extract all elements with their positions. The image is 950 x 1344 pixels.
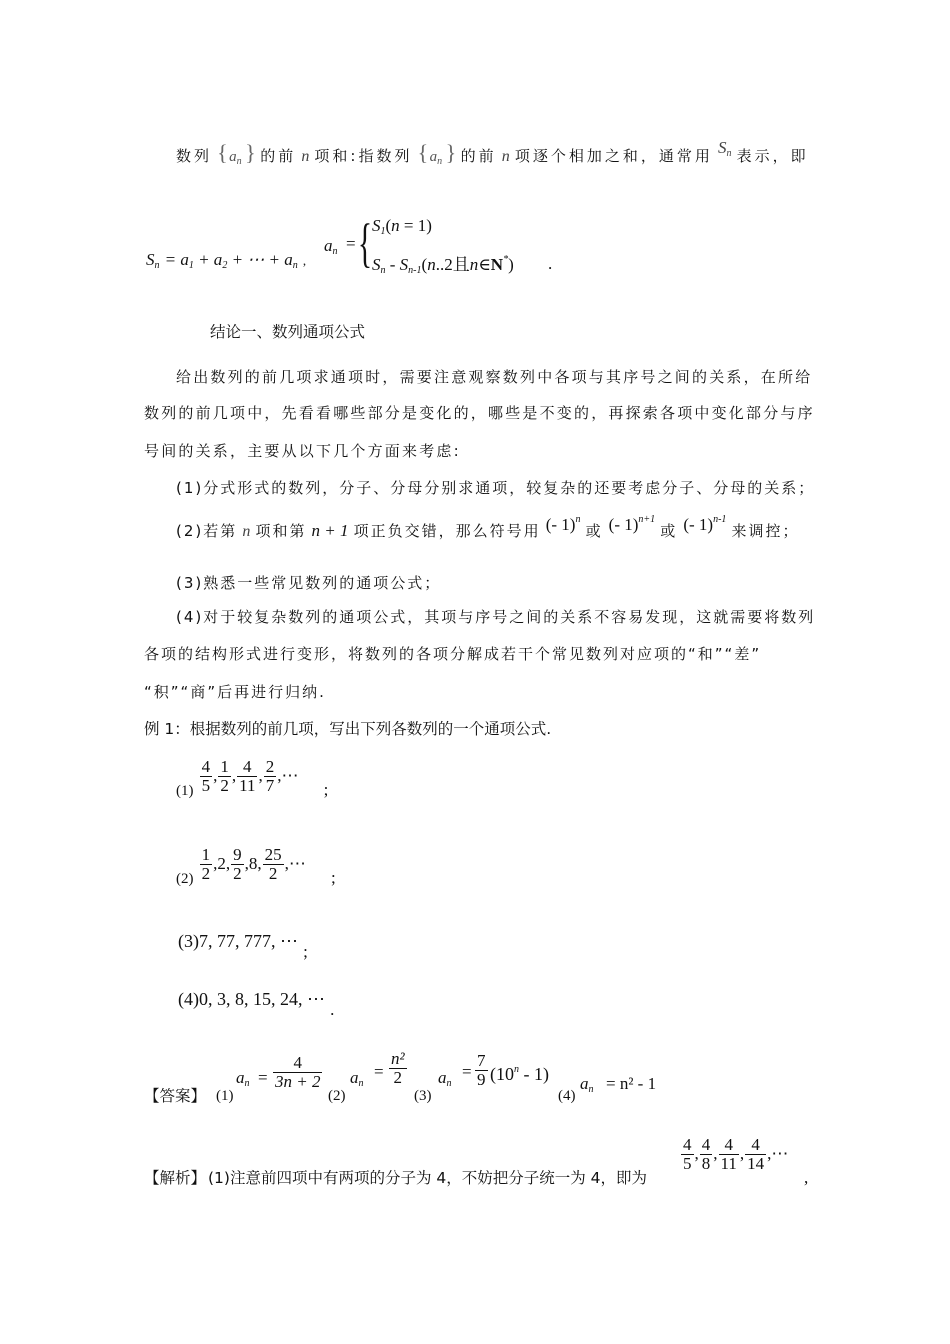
sequence-an-2: { $a_n$ } bbox=[417, 139, 457, 167]
document-page: 数列 { $a_n$ } 的前 n 项和:指数列 { $a_n$ } 的前 n 项逐个相加之和，通常用 $S_n$ 表示，即 $S_n = a_1 + a_2$ + ⋯ + $a_n$ , $a_n$ = { $S_1(n = 1)$ $S_n - S_{n-1}(n..2$且n∈N*) . 结论一、数列通项公式 给出数列的前几项求通项时，需要注意观察数列中各项与其序号之间的关系，在所给 数列的前几项中，先看看哪些部分是变化的，哪些是不变的，再探索各项中变化部分与序 号间的关系，主要从以下几个方面来考虑: (1)分式形式的数列，分子、分母分别求通项，较复杂的还要考虑分子、分母的关系； (2)若第 n 项和第 n + 1 项正负交错，那么符号用 (- 1)$^n$ 或 (- 1)$^{n+1}$ 或 (- 1)$^{n-1}$ 来调控； (3)熟悉一些常见数列的通项公式； (4)对于较复杂数列的通项公式，其项与序号之间的关系不容易发现，这就需要将数列 各项的结构形式进行变形，将数列的各项分解成若干个常见数列对应项的“和”“差” “积”“商”后再进行归纳. 例 1：根据数列的前几项，写出下列各数列的一个通项公式. (1) $\frac{4}{5}$ , $\frac{1}{2}$ , $\frac{4}{11}$ , $\frac{2}{7}$ ,⋯ ; (2) $\frac{1}{2}$ ,2, $\frac{9}{2}$ ,8, $\frac{25}{2}$ ,⋯ ; (3)7, 77, 777, ⋯ ; (4)0, 3, 8, 15, 24, ⋯ . 【答案】 (1) $a_n$ = 4 3n + 2 (2) $a_n$ = n² 2 (3) $a_n$ = 7 9 (10$^n$ - 1) (4) $a_n$ = n² - 1 【解析】 (1)注意前四项中有两项的分子为 4，不妨把分子统一为 4，即为 $\frac{4}{5}$ , $\frac{4}{8}$ , $\frac{4}{11}$ , $\frac{4}{14}$ ,⋯ , bbox=[0, 0, 950, 1344]
item-2: (2)若第 n 项和第 n + 1 项正负交错，那么符号用 (- 1)$^n$ 或 (- 1)$^{n+1}$ 或 (- 1)$^{n-1}$ 来调控； bbox=[176, 514, 800, 540]
intro-text-1: 数列 bbox=[176, 147, 213, 165]
body-line-2: 数列的前几项中，先看看哪些部分是变化的，哪些是不变的，再探索各项中变化部分与序 bbox=[144, 404, 815, 422]
item-4-line-3: “积”“商”后再进行归纳. bbox=[144, 683, 326, 701]
sequence-an-1: { $a_n$ } bbox=[217, 139, 256, 167]
intro-text-2: 的前 bbox=[260, 147, 297, 165]
intro-text-4: 的前 bbox=[460, 147, 497, 165]
body-line-3: 号间的关系，主要从以下几个方面来考虑: bbox=[144, 442, 461, 460]
answer-line: 【答案】 (1) $a_n$ = 4 3n + 2 (2) $a_n$ = n² 2 (3) $a_n$ = 7 9 (10$^n$ - 1) (4) $a_n$ = n² - 1 bbox=[144, 1049, 657, 1105]
math-n: n bbox=[301, 148, 310, 165]
exercise-2: (2) $\frac{1}{2}$ ,2, $\frac{9}{2}$ ,8, $\frac{25}{2}$ ,⋯ ; bbox=[176, 845, 336, 887]
math-sn: $S_n$ bbox=[717, 138, 732, 159]
example-title: 例 1：根据数列的前几项，写出下列各数列的一个通项公式. bbox=[144, 720, 552, 738]
sum-expression: = $a_1 + a_2$ + ⋯ + $a_n$ bbox=[164, 250, 298, 271]
sum-formula: $S_n = a_1 + a_2$ + ⋯ + $a_n$ , bbox=[146, 250, 307, 271]
intro-paragraph bbox=[176, 140, 809, 172]
math-n-2: n bbox=[501, 148, 510, 165]
case-2: $S_n - S_{n-1}(n..2$且n∈N*) bbox=[372, 254, 514, 276]
item-3: (3)熟悉一些常见数列的通项公式； bbox=[176, 574, 442, 592]
case-1: $S_1(n = 1)$ bbox=[372, 216, 432, 237]
section-heading: 结论一、数列通项公式 bbox=[210, 323, 366, 341]
exercise-3: (3)7, 77, 777, ⋯ ; bbox=[178, 931, 308, 961]
item-1: (1)分式形式的数列，分子、分母分别求通项，较复杂的还要考虑分子、分母的关系； bbox=[176, 479, 816, 497]
body-line-1: 给出数列的前几项求通项时，需要注意观察数列中各项与其序号之间的关系，在所给 bbox=[176, 368, 813, 386]
intro-text-3: 项和:指数列 bbox=[314, 147, 413, 165]
exercise-4: (4)0, 3, 8, 15, 24, ⋯ . bbox=[178, 989, 335, 1019]
exercise-1: (1) $\frac{4}{5}$ , $\frac{1}{2}$ , $\frac{4}{11}$ , $\frac{2}{7}$ ,⋯ ; bbox=[176, 757, 329, 799]
item-4-line-1: (4)对于较复杂数列的通项公式，其项与序号之间的关系不容易发现，这就需要将数列 bbox=[176, 608, 816, 626]
intro-text-5: 项逐个相加之和，通常用 bbox=[514, 147, 713, 165]
item-4-line-2: 各项的结构形式进行变形，将数列的各项分解成若干个常见数列对应项的“和”“差” bbox=[144, 645, 762, 663]
answer-label: 【答案】 bbox=[144, 1087, 207, 1105]
intro-text-6: 表示，即 bbox=[736, 147, 809, 165]
analysis-label: 【解析】 bbox=[144, 1169, 207, 1187]
analysis-line: 【解析】 (1)注意前四项中有两项的分子为 4，不妨把分子统一为 4，即为 $\frac{4}{5}$ , $\frac{4}{8}$ , $\frac{4}{11}$ , $\frac{4}{14}$ ,⋯ , bbox=[144, 1135, 809, 1187]
